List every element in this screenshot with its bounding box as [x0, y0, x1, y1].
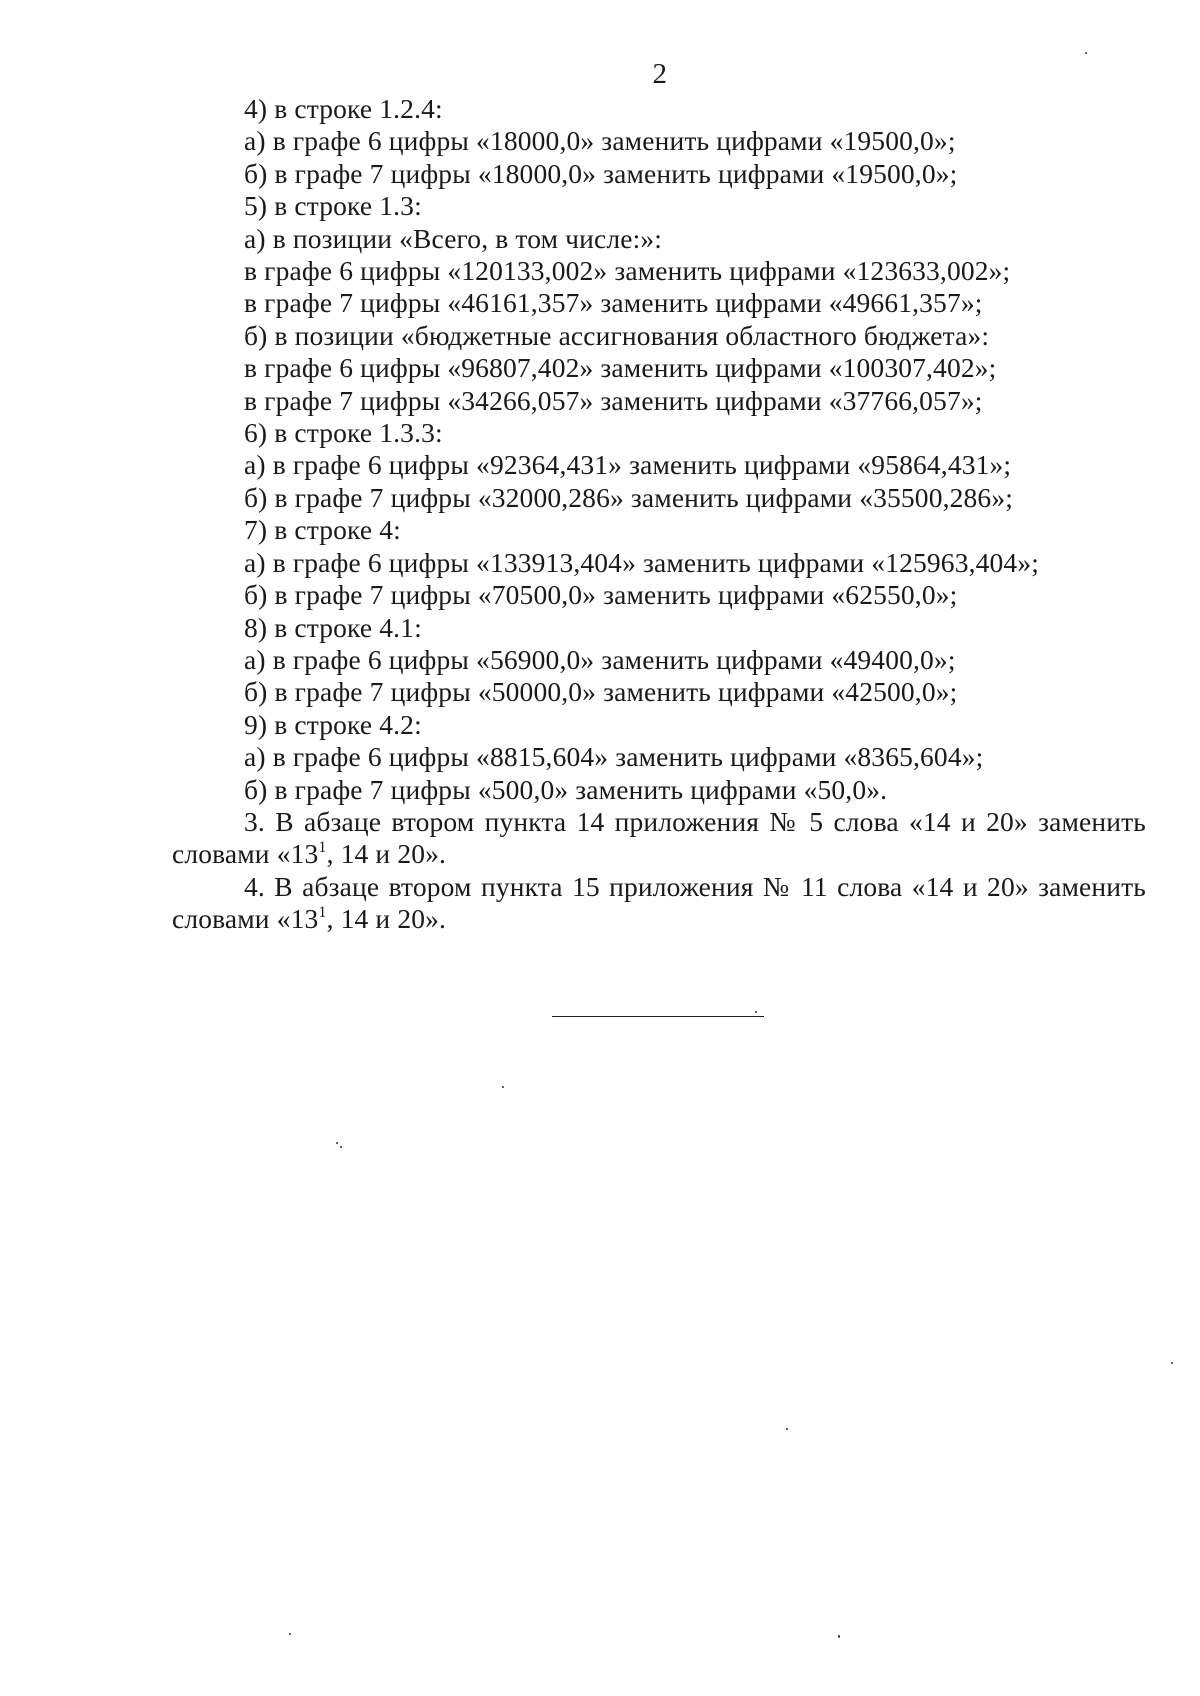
scan-speck — [838, 1635, 840, 1638]
scan-speck — [336, 1142, 338, 1144]
amendment-line-row-4-1: 8) в строке 4.1: — [244, 611, 422, 643]
amendment-line: а) в графе 6 цифры «56900,0» заменить цифрами «49400,0»; — [244, 643, 956, 675]
amendment-line: а) в позиции «Всего, в том числе:»: — [244, 222, 663, 254]
paragraph-4-superscript: 1 — [318, 904, 327, 922]
amendment-line: а) в графе 6 цифры «133913,404» заменить цифрами «125963,404»; — [244, 546, 1040, 578]
amendment-line: в графе 7 цифры «46161,357» заменить цифрами «49661,357»; — [244, 287, 983, 319]
paragraph-4 — [172, 871, 1146, 936]
scan-speck — [502, 1086, 504, 1088]
page-number: 2 — [652, 58, 668, 90]
amendment-line: б) в графе 7 цифры «32000,286» заменить цифрами «35500,286»; — [244, 481, 1014, 513]
scan-speck — [755, 1011, 757, 1013]
scan-speck — [1171, 1362, 1173, 1364]
amendment-line-row-4: 7) в строке 4: — [244, 514, 401, 546]
scan-speck — [340, 1146, 342, 1148]
amendment-line-row-1-2-4: 4) в строке 1.2.4: — [244, 93, 443, 124]
amendment-line-row-1-3: 5) в строке 1.3: — [244, 190, 422, 222]
scan-speck — [1085, 52, 1087, 54]
amendment-line-row-4-2: 9) в строке 4.2: — [244, 708, 422, 740]
amendment-line: б) в позиции «бюджетные ассигнования областного бюджета»: — [244, 319, 990, 351]
amendment-line: в графе 7 цифры «34266,057» заменить цифрами «37766,057»; — [244, 384, 983, 416]
amendment-line: б) в графе 7 цифры «500,0» заменить цифрами «50,0». — [244, 773, 888, 805]
amendment-line: б) в графе 7 цифры «50000,0» заменить цифрами «42500,0»; — [244, 676, 958, 708]
amendment-line: а) в графе 6 цифры «92364,431» заменить цифрами «95864,431»; — [244, 449, 1012, 481]
paragraph-4-tail: , 14 и 20». — [326, 903, 447, 935]
amendment-line-row-1-3-3: 6) в строке 1.3.3: — [244, 417, 443, 449]
paragraph-3-text: 3. В абзаце втором пункта 14 приложения № 5 слова «14 и 20» заменить словами «13 — [172, 805, 1146, 870]
end-divider-line — [552, 1016, 764, 1017]
document-body — [172, 93, 1146, 936]
paragraph-3 — [172, 806, 1146, 871]
paragraph-3-superscript: 1 — [318, 839, 327, 857]
amendment-line: а) в графе 6 цифры «8815,604» заменить цифрами «8365,604»; — [244, 741, 984, 773]
scan-speck — [289, 1633, 291, 1635]
amendment-line: в графе 6 цифры «96807,402» заменить цифрами «100307,402»; — [244, 352, 997, 384]
amendment-line: а) в графе 6 цифры «18000,0» заменить цифрами «19500,0»; — [244, 125, 956, 157]
paragraph-4-text: 4. В абзаце втором пункта 15 приложения № 11 слова «14 и 20» заменить словами «13 — [172, 870, 1146, 935]
amendment-line: б) в графе 7 цифры «18000,0» заменить цифрами «19500,0»; — [244, 157, 958, 189]
scan-speck — [786, 1428, 788, 1430]
amendment-line: б) в графе 7 цифры «70500,0» заменить цифрами «62550,0»; — [244, 579, 958, 611]
amendment-line: в графе 6 цифры «120133,002» заменить цифрами «123633,002»; — [244, 255, 1011, 287]
paragraph-3-tail: , 14 и 20». — [326, 838, 447, 870]
